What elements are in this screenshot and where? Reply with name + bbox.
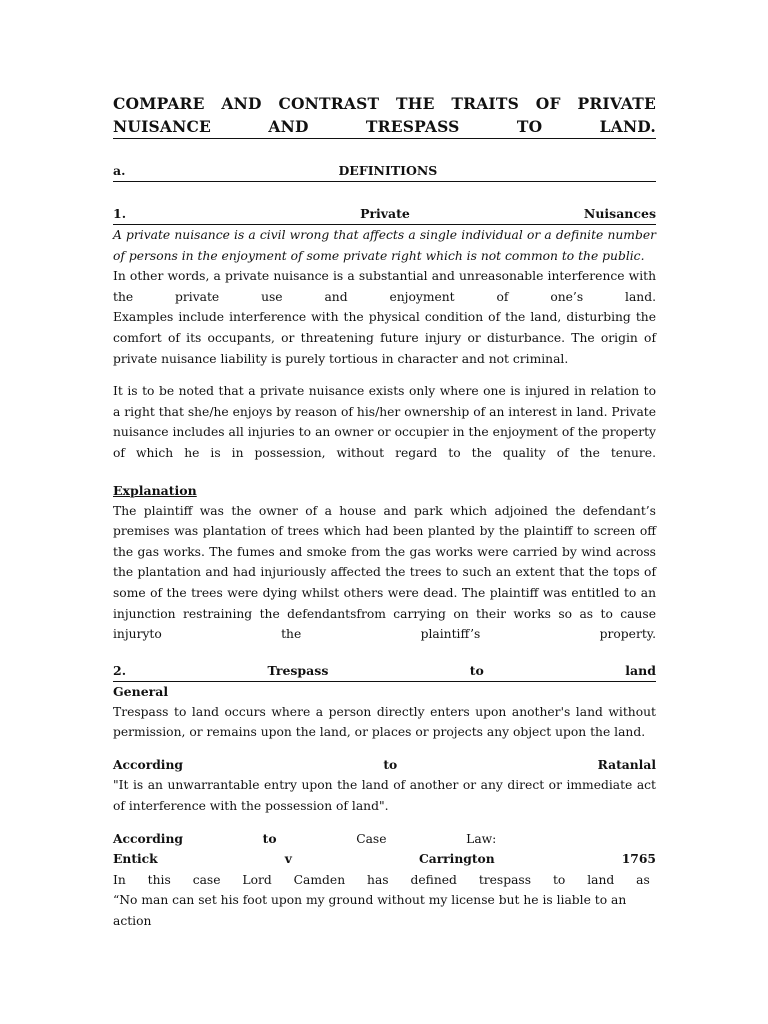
section-2-heading xyxy=(113,661,656,682)
section-2-word-1: Trespass xyxy=(267,662,329,678)
private-nuisance-note: It is to be noted that a private nuisance exists only where one is injured in relation to a right that she/he enjoys by reason of his/her ownership of an interest in land. Private nuisance includes all injuries to an owner or occupier in the enjoyment of the property of which he is in possession, without regard to the quality of the tenure. xyxy=(113,384,656,460)
case-law-word-4: Law: xyxy=(466,831,497,846)
case-law-heading xyxy=(113,829,656,850)
explanation-label: Explanation xyxy=(113,482,197,498)
trespass-general-text: Trespass to land occurs where a person directly enters upon another's land without permission, or remains upon the land, or places or projects any object upon the land. xyxy=(113,704,656,740)
case-name-word-1: Entick xyxy=(113,851,158,867)
section-2-word-2: to xyxy=(469,662,484,678)
private-nuisance-definition: A private nuisance is a civil wrong that affects a single individual or a definite number of persons in the enjoyment of some private right which is not common to the public. xyxy=(113,228,656,263)
section-1-heading xyxy=(113,204,656,225)
case-law-word-1: According xyxy=(113,830,184,846)
ratanlal-heading xyxy=(113,755,656,776)
case-text-line-2: “No man can set his foot upon my ground without my license but he is liable to an action xyxy=(113,893,627,929)
section-a-heading xyxy=(113,161,656,182)
title-line-1: COMPARE AND CONTRAST THE TRAITS OF PRIVATE xyxy=(113,94,656,113)
case-text-line-1: In this case Lord Camden has defined trespass to land as xyxy=(113,872,650,887)
section-1-word-2: Nuisances xyxy=(583,206,656,221)
ratanlal-word-2: to xyxy=(383,756,398,772)
general-label: General xyxy=(113,683,169,699)
case-name-word-2: v xyxy=(284,851,292,867)
case-name-word-3: Carrington xyxy=(418,851,495,867)
section-a-label: a. xyxy=(113,163,126,178)
ratanlal-quote: "It is an unwarrantable entry upon the land of another or any direct or immediate act of interference with the possession of land". xyxy=(113,778,656,814)
explanation-text: The plaintiff was the owner of a house and park which adjoined the defendant’s premises was plantation of trees which had been planted by the plaintiff to screen off the gas works. The fumes and smoke from the gas works were carried by wind across the plantation and had injuriously affected the trees to such an extent that the tops of some of the trees were dying whilst others were dead. The plaintiff was entitled to an injunction restraining the defendantsfrom carrying on their works so as to cause injuryto the plaintiff’s property. xyxy=(113,503,656,642)
page-title xyxy=(113,92,656,139)
section-2-number: 2. xyxy=(113,662,127,678)
document-body xyxy=(113,92,656,932)
section-2-word-3: land xyxy=(625,662,656,678)
ratanlal-word-1: According xyxy=(113,756,184,772)
private-nuisance-other-words: In other words, a private nuisance is a substantial and unreasonable interference with the private use and enjoyment of one’s land. xyxy=(113,269,656,304)
section-1-word-1: Private xyxy=(360,206,410,221)
case-name-heading xyxy=(113,849,656,870)
case-name-word-4: 1765 xyxy=(621,851,656,867)
private-nuisance-examples: Examples include interference with the physical condition of the land, disturbing the comfort of its occupants, or threatening future injury or disturbance. The origin of private nuisance liability is purely tortious in character and not criminal. xyxy=(113,310,656,366)
ratanlal-word-3: Ratanlal xyxy=(597,756,656,772)
case-law-word-3: Case xyxy=(356,831,387,846)
section-a-title: DEFINITIONS xyxy=(338,163,438,178)
title-line-2: NUISANCE AND TRESPASS TO LAND. xyxy=(113,115,656,139)
section-1-number: 1. xyxy=(113,206,127,221)
case-law-word-2: to xyxy=(262,830,277,846)
